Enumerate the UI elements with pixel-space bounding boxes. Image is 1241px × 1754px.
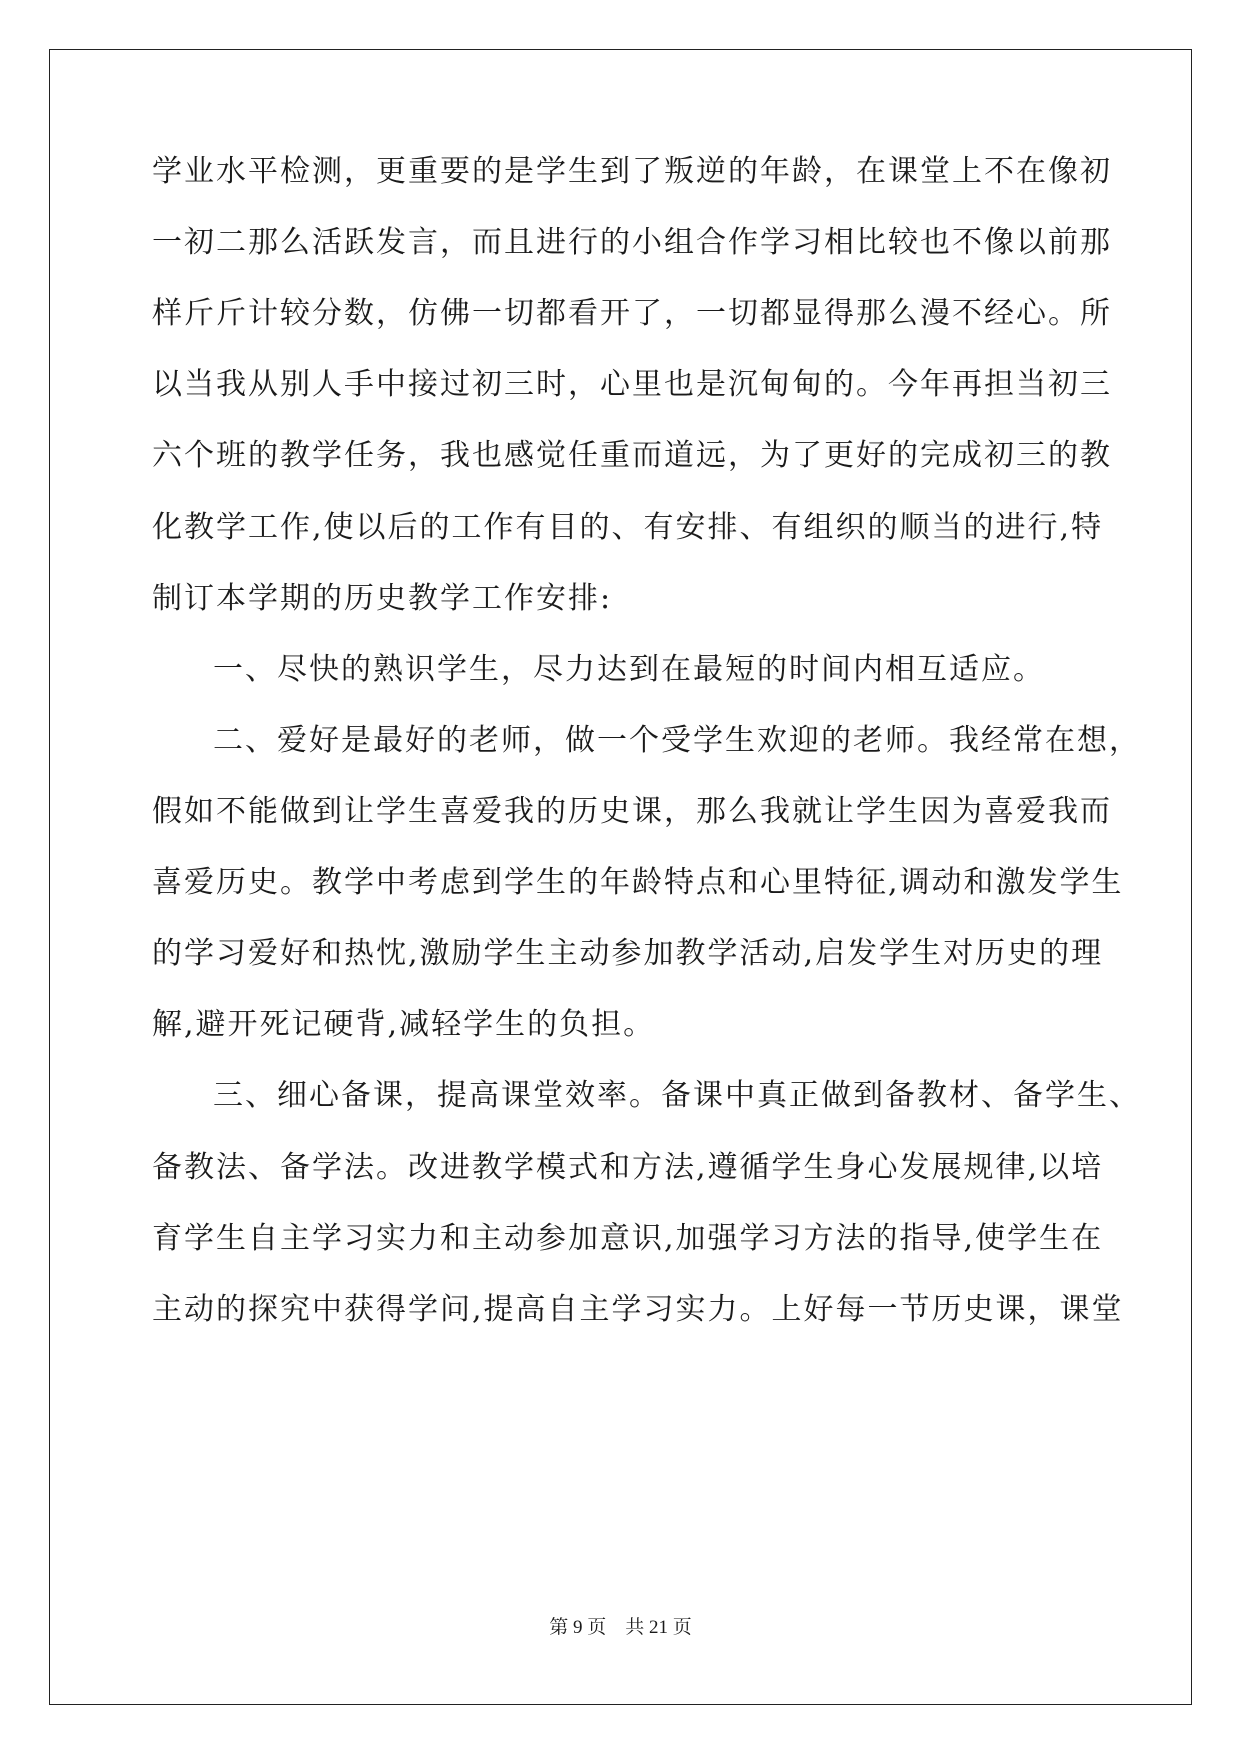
text-line: 学业水平检测，更重要的是学生到了叛逆的年龄，在课堂上不在像初 bbox=[152, 154, 1112, 189]
text-line: 一、尽快的熟识学生，尽力达到在最短的时间内相互适应。 bbox=[213, 652, 1045, 687]
text-line: 三、细心备课，提高课堂效率。备课中真正做到备教材、备学生、 bbox=[213, 1078, 1141, 1113]
text-line: 解,避开死记硬背,减轻学生的负担。 bbox=[152, 1007, 656, 1042]
text-line: 样斤斤计较分数，仿佛一切都看开了，一切都显得那么漫不经心。所 bbox=[152, 296, 1112, 331]
text-line: 备教法、备学法。改进教学模式和方法,遵循学生身心发展规律,以培 bbox=[152, 1150, 1104, 1185]
text-line: 以当我从别人手中接过初三时，心里也是沉甸甸的。今年再担当初三 bbox=[152, 367, 1112, 402]
text-line: 化教学工作,使以后的工作有目的、有安排、有组织的顺当的进行,特 bbox=[152, 510, 1104, 545]
text-line: 一初二那么活跃发言，而且进行的小组合作学习相比较也不像以前那 bbox=[152, 225, 1112, 260]
text-line: 的学习爱好和热忱,激励学生主动参加教学活动,启发学生对历史的理 bbox=[152, 936, 1104, 971]
text-line: 主动的探究中获得学问,提高自主学习实力。上好每一节历史课，课堂 bbox=[152, 1292, 1124, 1327]
text-line: 育学生自主学习实力和主动参加意识,加强学习方法的指导,使学生在 bbox=[152, 1221, 1104, 1256]
text-line: 二、爱好是最好的老师，做一个受学生欢迎的老师。我经常在想， bbox=[213, 723, 1141, 758]
page-number-footer: 第 9 页 共 21 页 bbox=[549, 1617, 692, 1638]
text-line: 六个班的教学任务，我也感觉任重而道远，为了更好的完成初三的教 bbox=[152, 438, 1112, 473]
text-line: 制订本学期的历史教学工作安排: bbox=[152, 581, 613, 616]
text-line: 假如不能做到让学生喜爱我的历史课，那么我就让学生因为喜爱我而 bbox=[152, 794, 1112, 829]
text-line: 喜爱历史。教学中考虑到学生的年龄特点和心里特征,调动和激发学生 bbox=[152, 865, 1124, 900]
